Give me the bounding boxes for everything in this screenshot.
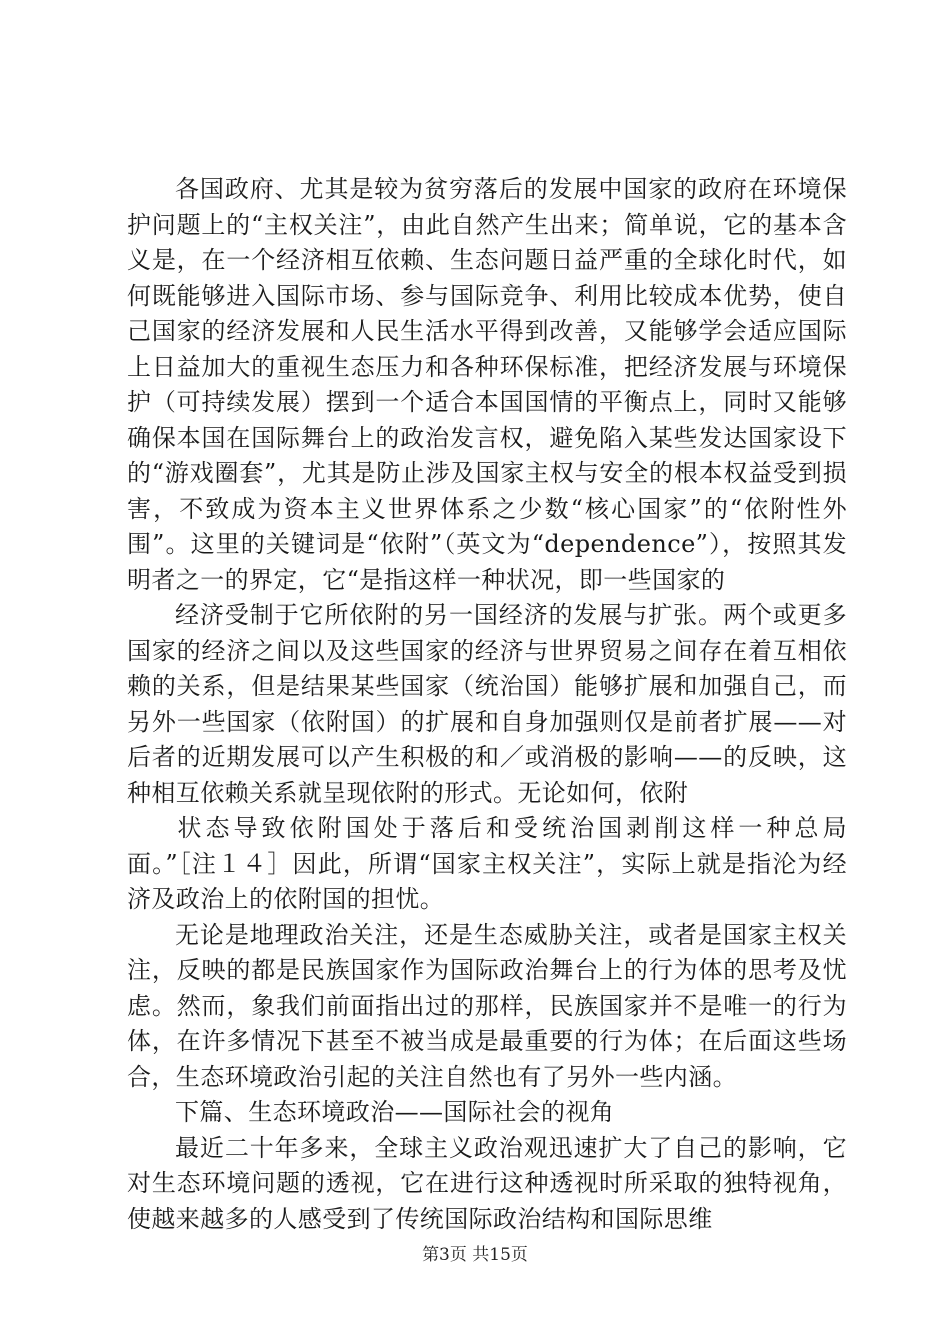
paragraph-dependence-definition: 经济受制于它所依附的另一国经济的发展与扩张。两个或更多国家的经济之间以及这些国家的经济与世界贸易之间存在着互相依赖的关系，但是结果某些国家（统治国）能够扩展和加强自己，而另外一些国家（依附国）的扩展和自身加强则仅是前者扩展——对后者的近期发展可以产生积极的和／或消极的影响——的反映，这种相互依赖关系就呈现依附的形式。无论如何，依附 bbox=[127, 601, 847, 807]
section-heading-part-two: 下篇、生态环境政治——国际社会的视角 bbox=[175, 1098, 615, 1126]
paragraph-globalism-view: 最近二十年多来，全球主义政治观迅速扩大了自己的影响，它对生态环境问题的透视，它在进行这种透视时所采取的独特视角，使越来越多的人感受到了传统国际政治结构和国际思维 bbox=[127, 1133, 847, 1233]
page-number-footer: 第3页 共15页 bbox=[422, 1245, 528, 1265]
paragraph-sovereignty-concern: 各国政府、尤其是较为贫穷落后的发展中国家的政府在环境保护问题上的“主权关注”，由此自然产生出来；简单说，它的基本含义是，在一个经济相互依赖、生态问题日益严重的全球化时代，如何既能够进入国际市场、参与国际竞争、利用比较成本优势，使自己国家的经济发展和人民生活水平得到改善，又能够学会适应国际上日益加大的重视生态压力和各种环保标准，把经济发展与环境保护（可持续发展）摆到一个适合本国国情的平衡点上，同时又能够确保本国在国际舞台上的政治发言权，避免陷入某些发达国家设下的“游戏圈套”，尤其是防止涉及国家主权与安全的根本权益受到损害，不致成为资本主义世界体系之少数“核心国家”的“依附性外围”。这里的关键词是“依附”（英文为“dependence”），按照其发明者之一的界定，它“是指这样一种状况，即一些国家的 bbox=[127, 175, 847, 594]
paragraph-nation-state-actors: 无论是地理政治关注，还是生态威胁关注，或者是国家主权关注，反映的都是民族国家作为国际政治舞台上的行为体的思考及忧虑。然而，象我们前面指出过的那样，民族国家并不是唯一的行为体，在许多情况下甚至不被当成是最重要的行为体；在后面这些场合，生态环境政治引起的关注自然也有了另外一些内涵。 bbox=[127, 920, 847, 1091]
paragraph-dependence-conclusion: 状态导致依附国处于落后和受统治国剥削这样一种总局面。”［注１４］因此，所谓“国家主权关注”，实际上就是指沦为经济及政治上的依附国的担忧。 bbox=[127, 814, 847, 913]
document-body bbox=[127, 172, 847, 1237]
